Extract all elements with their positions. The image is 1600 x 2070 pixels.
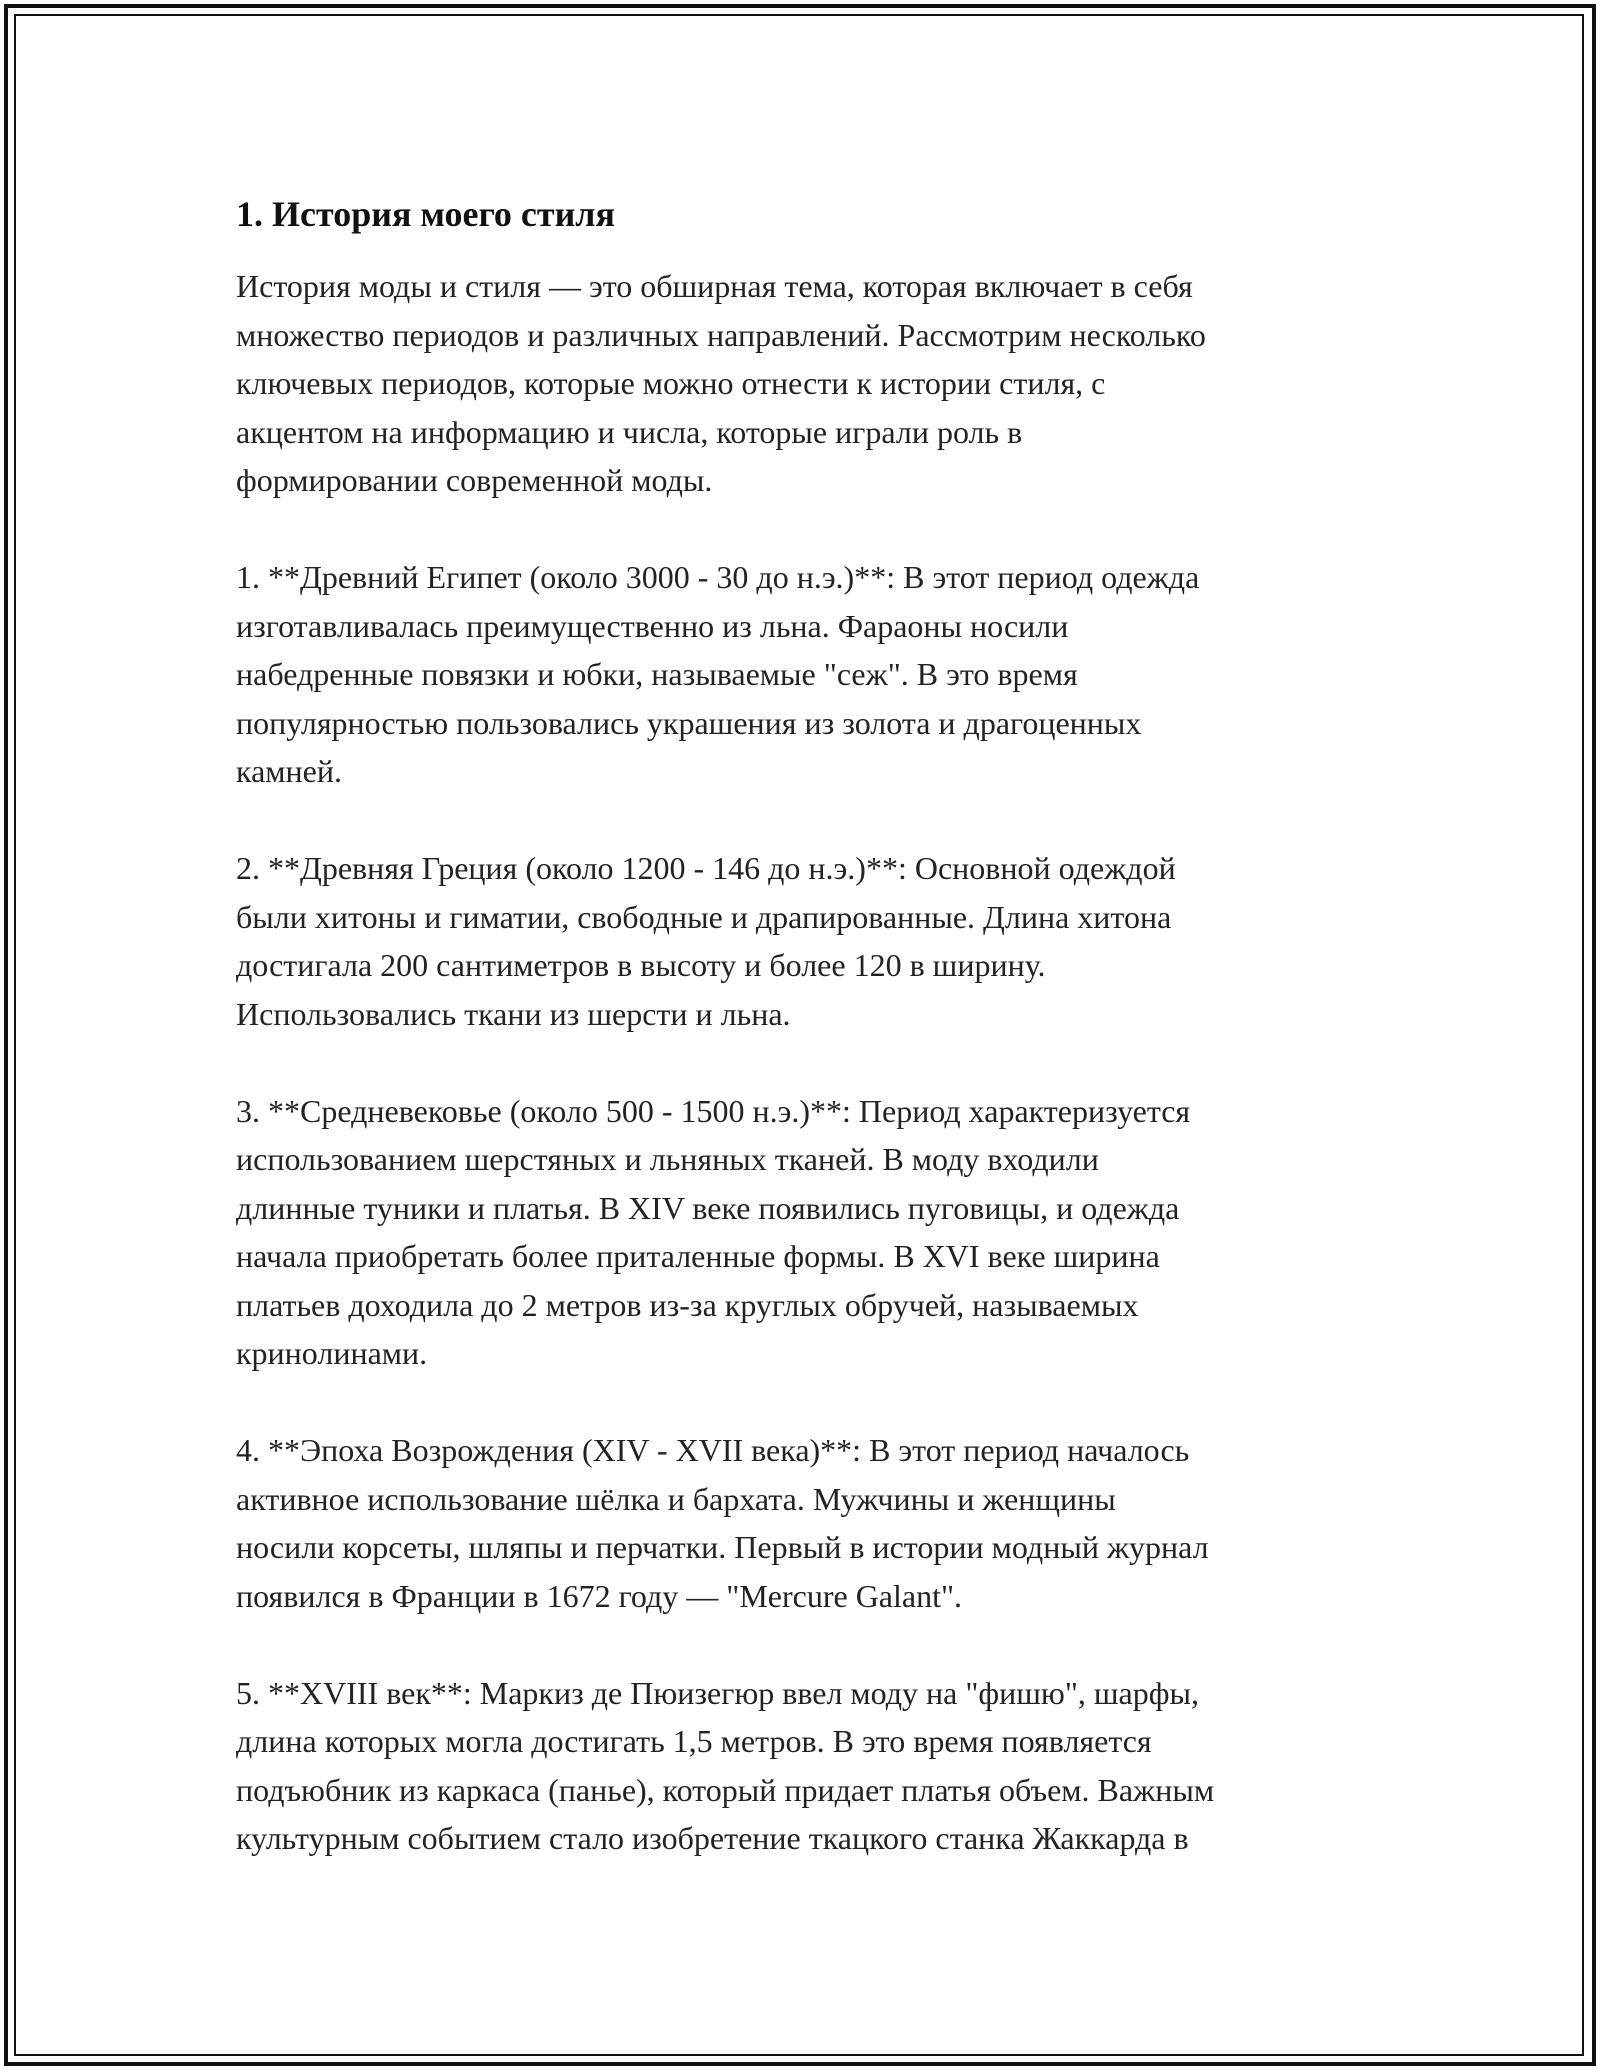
list-item-middle-ages: 3. **Средневековье (около 500 - 1500 н.э.)**: Период характеризуется использованием шерстяных и льняных тканей. В моду входили длинные туники и платья. В XIV веке появились пуговицы, и одежда начала приобретать более приталенные формы. В XVI веке ширина платьев доходила до 2 метров из-за круглых обручей, называемых кринолинами.	[236, 1092, 1191, 1371]
list-item-ancient-egypt: 1. **Древний Египет (около 3000 - 30 до н.э.)**: В этот период одежда изготавливалась преимущественно из льна. Фараоны носили набедренные повязки и юбки, называемые "сеж". В это время популярностью пользовались украшения из золота и драгоценных камней.	[236, 559, 1200, 789]
document-body	[236, 186, 1386, 1863]
list-item-ancient-greece: 2. **Древняя Греция (около 1200 - 146 до н.э.)**: Основной одеждой были хитоны и гиматии, свободные и драпированные. Длина хитона достигала 200 сантиметров в высоту и более 120 в ширину. Использовались ткани из шерсти и льна.	[236, 850, 1176, 1032]
intro-paragraph: История моды и стиля — это обширная тема, которая включает в себя множество периодов и различных направлений. Рассмотрим несколько ключевых периодов, которые можно отнести к истории стиля, с акцентом на информацию и числа, которые играли роль в формировании современной моды.	[236, 268, 1206, 498]
list-item-renaissance: 4. **Эпоха Возрождения (XIV - XVII века)**: В этот период началось активное использование шёлка и бархата. Мужчины и женщины носили корсеты, шляпы и перчатки. Первый в истории модный журнал появился в Франции в 1672 году — "Mercure Galant".	[236, 1432, 1209, 1614]
section-heading: 1. История моего стиля	[236, 194, 615, 234]
list-item-18th-century: 5. **XVIII век**: Маркиз де Пюизегюр ввел моду на "фишю", шарфы, длина которых могла достигать 1,5 метров. В это время появляется подъюбник из каркаса (панье), который придает платья объем. Важным культурным событием стало изобретение ткацкого станка Жаккарда в	[236, 1674, 1215, 1856]
